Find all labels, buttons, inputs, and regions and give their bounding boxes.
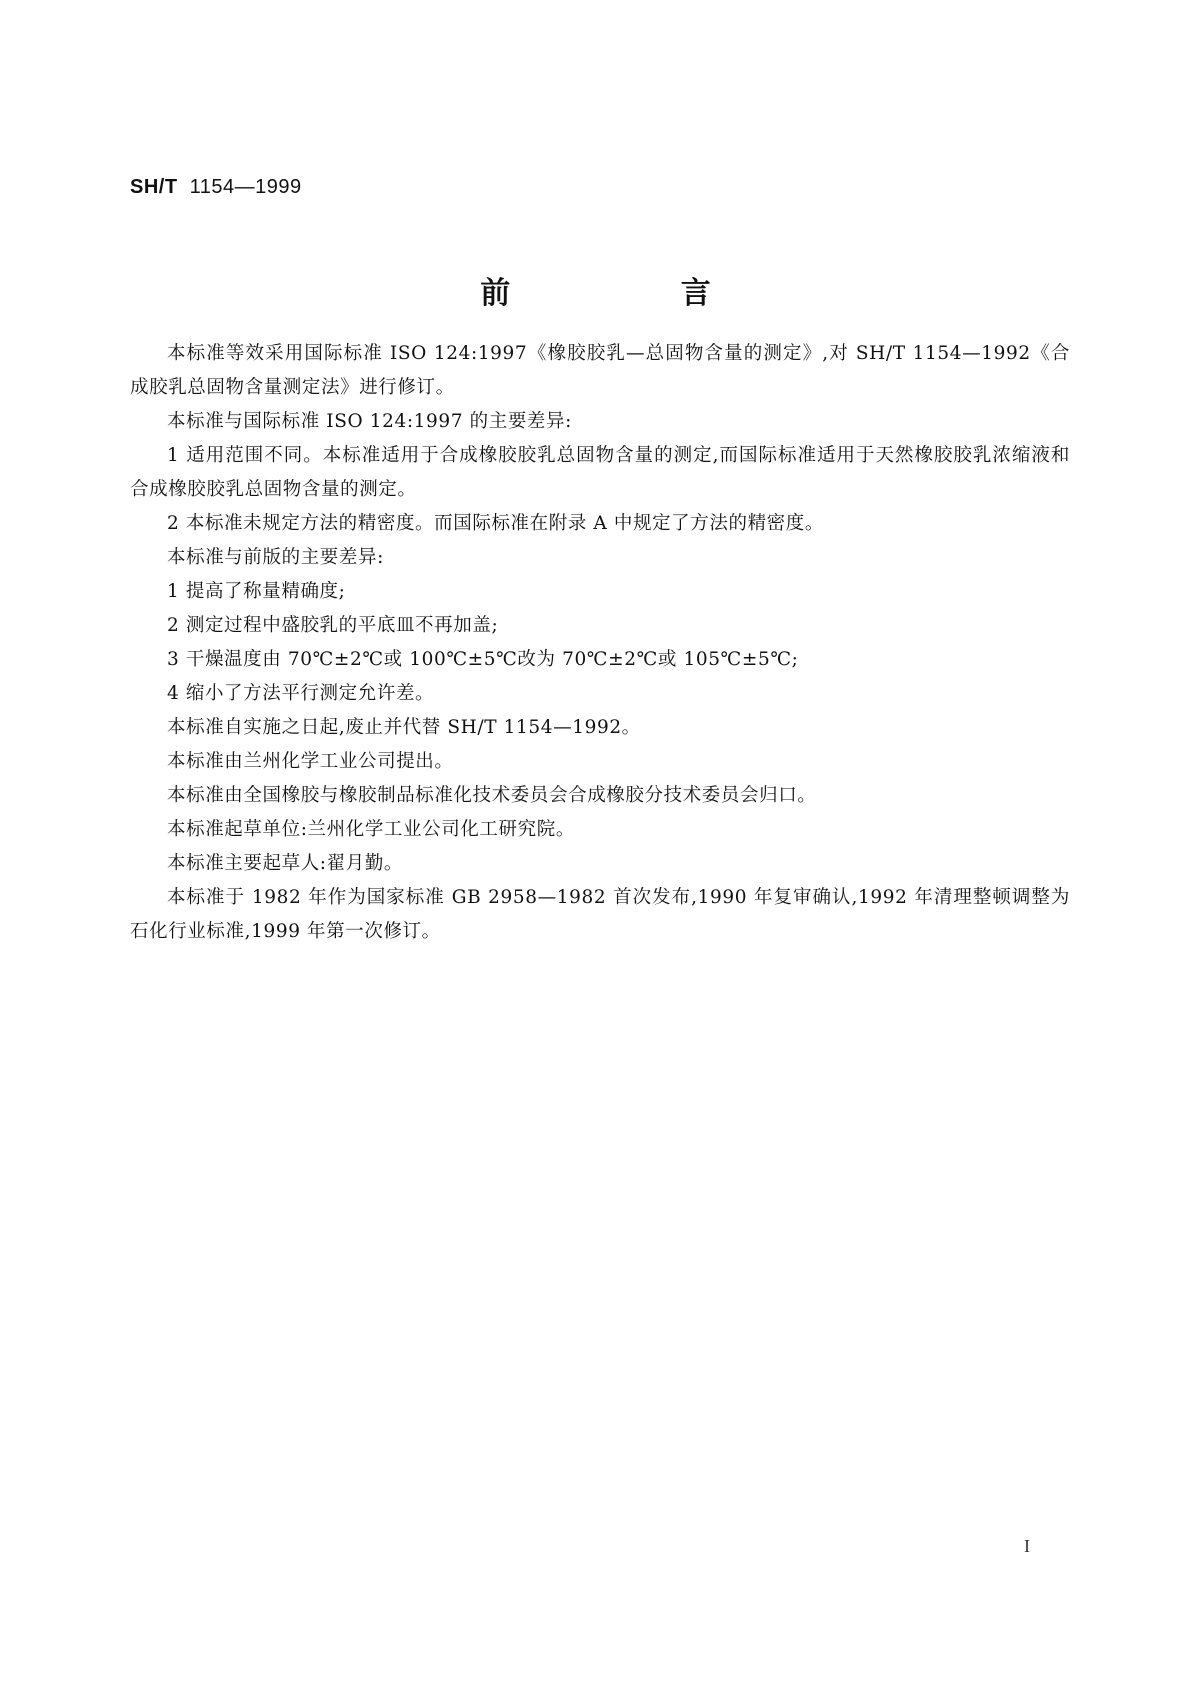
paragraph-previous-differences-heading: 本标准与前版的主要差异: — [167, 547, 384, 568]
paragraph-drafter: 本标准主要起草人:翟月勤。 — [167, 853, 404, 874]
foreword-body — [130, 337, 1070, 949]
paragraph-adoption: 本标准等效采用国际标准 ISO 124:1997《橡胶胶乳—总固物含量的测定》,对 SH/T 1154—1992《合成胶乳总固物含量测定法》进行修订。 — [130, 343, 1070, 398]
standard-code-prefix: SH/T — [130, 176, 178, 198]
paragraph-previous-difference-2: 2 测定过程中盛胶乳的平底皿不再加盖; — [167, 615, 499, 636]
paragraph-iso-difference-1: 1 适用范围不同。本标准适用于合成橡胶胶乳总固物含量的测定,而国际标准适用于天然橡胶胶乳浓缩液和合成橡胶胶乳总固物含量的测定。 — [130, 445, 1070, 500]
paragraph-previous-difference-1: 1 提高了称量精确度; — [167, 581, 346, 602]
paragraph-committee: 本标准由全国橡胶与橡胶制品标准化技术委员会合成橡胶分技术委员会归口。 — [167, 785, 817, 806]
page-number: I — [1024, 1536, 1030, 1556]
standard-code-number: 1154—1999 — [189, 176, 302, 198]
paragraph-iso-differences-heading: 本标准与国际标准 ISO 124:1997 的主要差异: — [167, 411, 572, 432]
paragraph-proposer: 本标准由兰州化学工业公司提出。 — [167, 751, 454, 772]
paragraph-supersedes: 本标准自实施之日起,废止并代替 SH/T 1154—1992。 — [167, 717, 641, 738]
paragraph-previous-difference-4: 4 缩小了方法平行测定允许差。 — [167, 683, 435, 704]
paragraph-history: 本标准于 1982 年作为国家标准 GB 2958—1982 首次发布,1990 年复审确认,1992 年清理整顿调整为石化行业标准,1999 年第一次修订。 — [130, 887, 1070, 942]
paragraph-previous-difference-3: 3 干燥温度由 70℃±2℃或 100℃±5℃改为 70℃±2℃或 105℃±5℃; — [167, 649, 799, 670]
paragraph-iso-difference-2: 2 本标准未规定方法的精密度。而国际标准在附录 A 中规定了方法的精密度。 — [167, 513, 824, 534]
standard-code — [130, 176, 302, 199]
paragraph-drafting-unit: 本标准起草单位:兰州化学工业公司化工研究院。 — [167, 819, 575, 840]
page-title: 前 言 — [480, 276, 791, 311]
